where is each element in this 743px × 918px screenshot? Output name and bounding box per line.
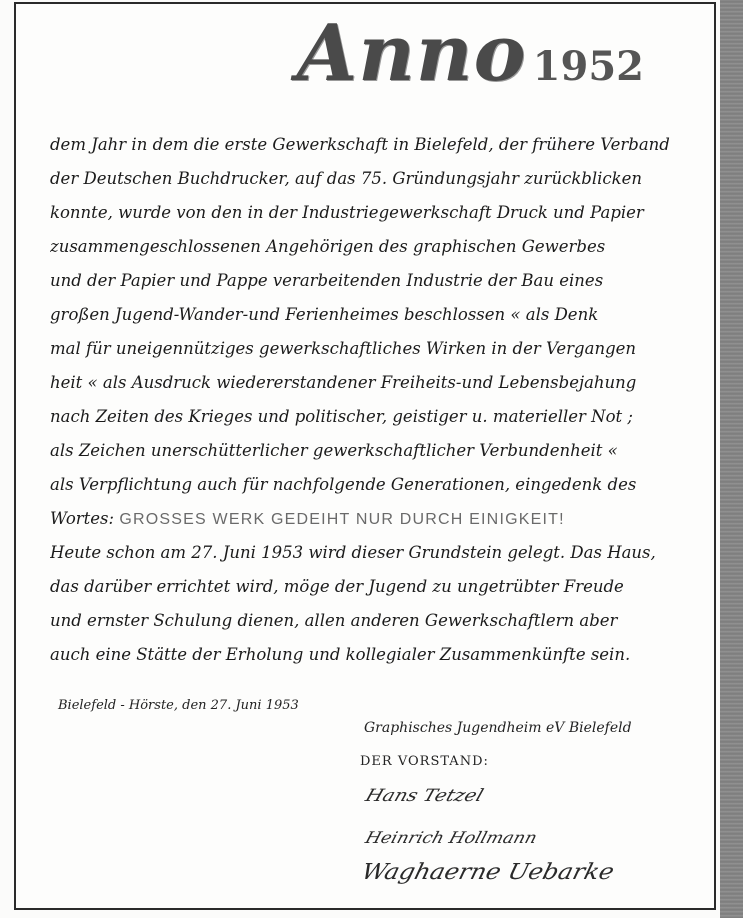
text-line: zusammengeschlossenen Angehörigen des graphischen Gewerbes [50, 237, 606, 256]
organization-name: Graphisches Jugendheim eV Bielefeld [364, 720, 632, 736]
document-frame [14, 2, 716, 910]
text-line: und der Papier und Pappe verarbeitenden Industrie der Bau eines [50, 271, 604, 290]
motto-line [50, 502, 680, 536]
signature-3: Waghaerne Uebarke [358, 860, 617, 885]
board-label: DER VORSTAND: [360, 754, 489, 769]
scan-edge-strip [720, 0, 743, 918]
text-line: Heute schon am 27. Juni 1953 wird dieser Grundstein gelegt. Das Haus, [50, 543, 656, 562]
text-line: der Deutschen Buchdrucker, auf das 75. Gründungsjahr zurückblicken [50, 169, 643, 188]
motto-prefix: Wortes: [50, 509, 115, 528]
place-date: Bielefeld - Hörste, den 27. Juni 1953 [58, 698, 299, 713]
text-line: konnte, wurde von den in der Industriegewerkschaft Druck und Papier [50, 203, 644, 222]
text-line: als Verpflichtung auch für nachfolgende Generationen, eingedenk des [50, 475, 637, 494]
signature-1: Hans Tetzel [362, 786, 486, 806]
text-line: heit « als Ausdruck wiedererstandener Freiheits-und Lebensbejahung [50, 373, 637, 392]
text-line: mal für uneigennütziges gewerkschaftliches Wirken in der Vergangen [50, 339, 637, 358]
document-title [297, 8, 644, 99]
signature-2: Heinrich Hollmann [363, 828, 540, 847]
text-line: auch eine Stätte der Erholung und kollegialer Zusammenkünfte sein. [50, 645, 631, 664]
text-line: dem Jahr in dem die erste Gewerkschaft in Bielefeld, der frühere Verband [50, 135, 670, 154]
motto-text: GROSSES WERK GEDEIHT NUR DURCH EINIGKEIT! [119, 511, 565, 528]
document-body [50, 128, 680, 672]
title-year: 1952 [532, 43, 644, 90]
text-line: als Zeichen unerschütterlicher gewerkschaftlicher Verbundenheit « [50, 441, 618, 460]
title-word: Anno [296, 8, 527, 99]
text-line: das darüber errichtet wird, möge der Jugend zu ungetrübter Freude [50, 577, 624, 596]
text-line: großen Jugend-Wander-und Ferienheimes beschlossen « als Denk [50, 305, 599, 324]
text-line: und ernster Schulung dienen, allen anderen Gewerkschaftlern aber [50, 611, 618, 630]
text-line: nach Zeiten des Krieges und politischer, geistiger u. materieller Not ; [50, 407, 633, 426]
